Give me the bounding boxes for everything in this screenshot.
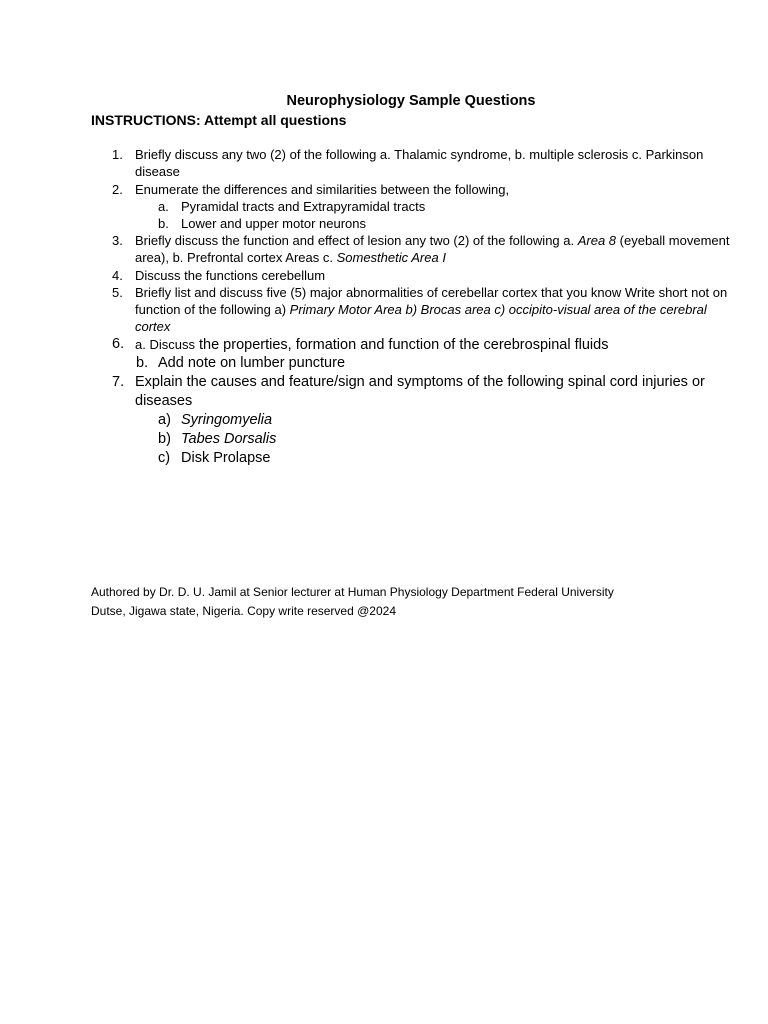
- sub-text: Disk Prolapse: [181, 450, 271, 466]
- question-text: Discuss the functions cerebellum: [135, 268, 326, 283]
- sub-letter: b.: [136, 355, 149, 371]
- question-text: [135, 284, 735, 335]
- question-number: 5.: [112, 285, 123, 300]
- question-text-part: Briefly discuss the function and effect of lesion any two (2) of the following a.: [135, 233, 578, 248]
- question-text-part: Briefly list and discuss five (5) major abnormalities of cerebellar cortex that you know Write short not on function of the following a): [135, 285, 728, 317]
- sub-text: Pyramidal tracts and Extrapyramidal tracts: [181, 199, 426, 214]
- instructions-heading: INSTRUCTIONS: Attempt all questions: [91, 112, 347, 128]
- sub-letter: b): [158, 431, 171, 447]
- question-number: 6.: [112, 336, 125, 352]
- sub-text: Lower and upper motor neurons: [181, 216, 367, 231]
- somesthetic-area-label: Somesthetic Area I: [336, 250, 446, 265]
- footer-line-1: Authored by Dr. D. U. Jamil at Senior lecturer at Human Physiology Department Federal University: [91, 585, 614, 599]
- document-title: Neurophysiology Sample Questions: [286, 93, 536, 109]
- question-text: Enumerate the differences and similarities between the following,: [135, 182, 510, 197]
- question-number: 1.: [112, 147, 123, 162]
- sub-letter: a): [158, 412, 171, 428]
- area-8-label: Area 8: [577, 233, 617, 248]
- sub-letter: c): [158, 450, 171, 466]
- sub-letter: b.: [158, 216, 169, 231]
- question-number: 7.: [112, 374, 125, 390]
- question-text: Explain the causes and feature/sign and symptoms of the following spinal cord injuries or diseases: [135, 374, 705, 409]
- sub-letter: a.: [158, 199, 169, 214]
- question-text: Briefly discuss any two (2) of the following a. Thalamic syndrome, b. multiple sclerosis c. Parkinson disease: [135, 147, 704, 179]
- question-number: 3.: [112, 233, 123, 248]
- question-text: [135, 335, 735, 355]
- sub-text: Syringomyelia: [181, 412, 273, 428]
- sub-text: Add note on lumber puncture: [158, 355, 346, 371]
- question-number: 4.: [112, 268, 123, 283]
- question-text-part: the properties, formation and function of the cerebrospinal fluids: [194, 337, 609, 353]
- question-text-part: (eyeball movement area), b. Prefrontal cortex Areas c.: [135, 233, 730, 265]
- footer-line-2: Dutse, Jigawa state, Nigeria. Copy write reserved @2024: [91, 604, 396, 618]
- question-text-part: a. Discuss: [135, 337, 195, 352]
- question-italic-part: Primary Motor Area b) Brocas area c) occipito-visual area of the cerebral cortex: [135, 302, 707, 334]
- question-number: 2.: [112, 182, 123, 197]
- author-footer: [91, 583, 671, 621]
- question-text: [135, 232, 735, 266]
- sub-text: Tabes Dorsalis: [181, 431, 277, 447]
